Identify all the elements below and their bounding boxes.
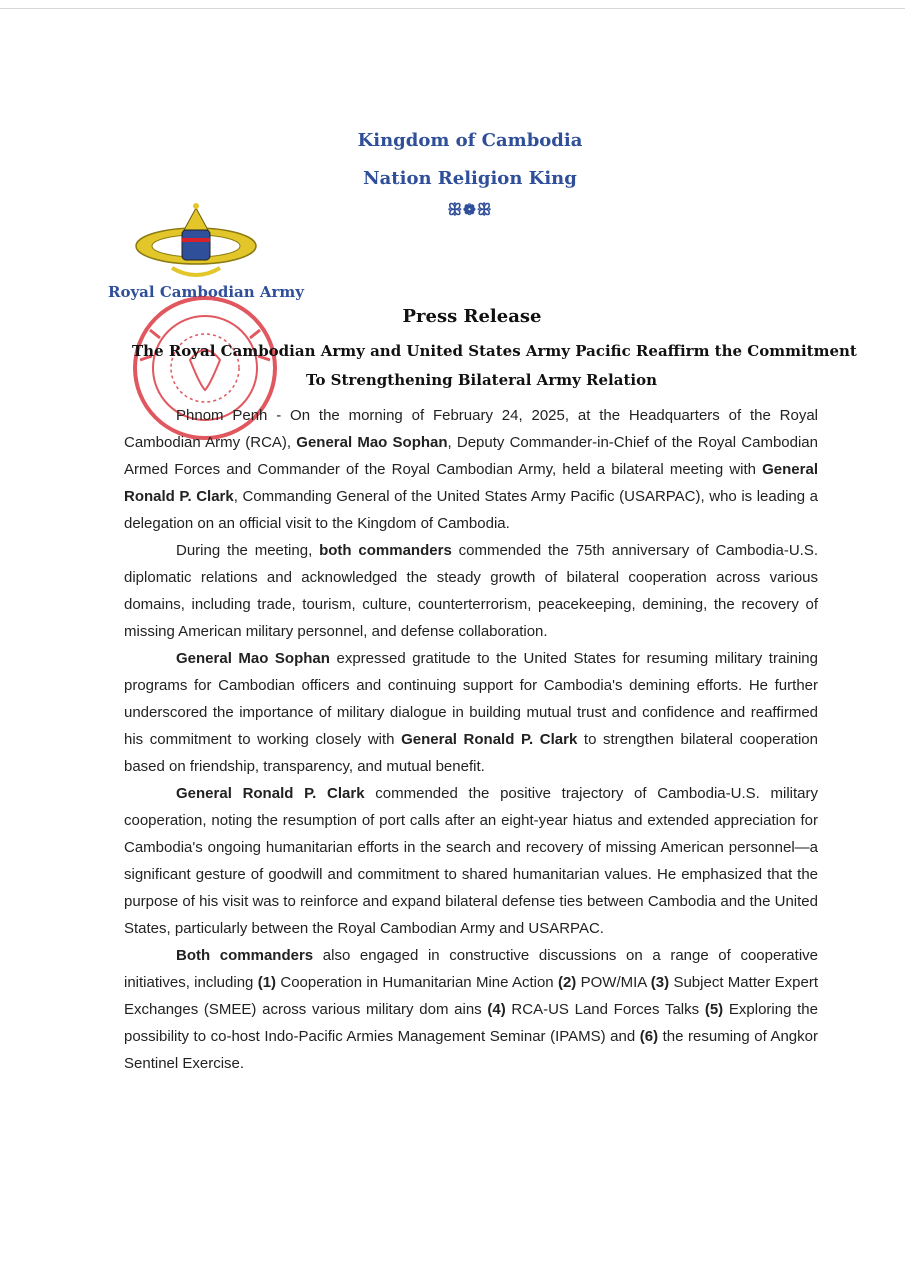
initiative-number-5: (5) — [704, 1001, 724, 1018]
p4-name-1: General Ronald P. Clark — [176, 785, 365, 802]
initiative-text-4: RCA-US Land Forces Talks — [505, 1001, 705, 1018]
p3-text-a: expressed gratitude to the United States for resuming military training programs for Cambodian officers and continuing support for Cambodia's demining efforts. He further underscored the importance of military dialogue in building mutual trust and confidence and reaffirmed his commitment to working closely with — [124, 650, 818, 748]
p5-bold-1: Both commanders — [176, 947, 314, 964]
paragraph-2 — [124, 537, 818, 645]
organization-name: Royal Cambodian Army — [108, 283, 305, 301]
headline-line-1: The Royal Cambodian Army and United States Army Pacific Reaffirm the Commitment — [132, 342, 857, 360]
initiative-number-4: (4) — [487, 1001, 506, 1018]
p3-name-1: General Mao Sophan — [176, 650, 330, 667]
p2-text-a: During the meeting, — [176, 542, 320, 559]
p2-bold-1: both commanders — [319, 542, 452, 559]
paragraph-5 — [124, 942, 818, 1077]
initiative-number-3: (3) — [650, 974, 670, 991]
document-title: Press Release — [402, 306, 542, 327]
paragraph-4 — [124, 780, 818, 942]
initiative-number-6: (6) — [639, 1028, 659, 1045]
initiative-number-2: (2) — [557, 974, 577, 991]
paragraph-1 — [124, 402, 818, 537]
paragraph-3 — [124, 645, 818, 780]
motto-heading: Nation Religion King — [363, 168, 577, 189]
p5-text-a: also engaged in constructive discussions on a range of cooperative initiatives, including — [124, 947, 818, 991]
kingdom-heading: Kingdom of Cambodia — [357, 130, 583, 151]
initiative-number-1: (1) — [257, 974, 277, 991]
p4-text-a: commended the positive trajectory of Cambodia-U.S. military cooperation, noting the resumption of port calls after an eight-year hiatus and extended appreciation for Cambodia's ongoing humanitarian efforts in the search and recovery of missing American personnel—a significant gesture of goodwill and commitment to shared humanitarian values. He emphasized that the purpose of his visit was to reinforce and expand bilateral defense ties between Cambodia and the United States, particularly between the Royal Cambodian Army and USARPAC. — [124, 785, 818, 937]
p1-name-2: General Ronald P. Clark — [124, 461, 818, 505]
page-top-border — [0, 8, 905, 9]
initiative-text-3: Subject Matter Expert Exchanges (SMEE) across various military dom ains — [124, 974, 818, 1018]
initiative-text-1: Cooperation in Humanitarian Mine Action — [276, 974, 558, 991]
p3-name-2: General Ronald P. Clark — [401, 731, 578, 748]
initiative-text-6: the resuming of Angkor Sentinel Exercise. — [124, 1028, 818, 1072]
p3-text-c: to strengthen bilateral cooperation based on friendship, transparency, and mutual benefit. — [124, 731, 818, 775]
press-release-body — [124, 402, 818, 1077]
ornament-divider: ꕥ❁ꕥ — [447, 200, 493, 219]
p1-text-c: , Deputy Commander-in-Chief of the Royal Cambodian Armed Forces and Commander of the Royal Cambodian Army, held a bilateral meeting with — [124, 434, 818, 478]
headline-line-2: To Strengthening Bilateral Army Relation — [306, 371, 657, 389]
p1-text-d: , Commanding General of the United States Army Pacific (USARPAC), who is leading a delegation on an official visit to the Kingdom of Cambodia. — [124, 488, 818, 532]
initiative-text-2: POW/MIA — [576, 974, 651, 991]
p1-text-a: Phnom Penh - On the morning of February 24, 2025, at the Headquarters of the Royal Cambodian Army (RCA), — [124, 407, 818, 451]
p1-name-1: General Mao Sophan — [296, 434, 448, 451]
initiative-text-5: Exploring the possibility to co-host Indo-Pacific Armies Management Seminar (IPAMS) and — [124, 1001, 818, 1045]
army-emblem-icon — [132, 200, 260, 282]
p2-text-c: commended the 75th anniversary of Cambodia-U.S. diplomatic relations and acknowledged the steady growth of bilateral cooperation across various domains, including trade, tourism, culture, counterterrorism, peacekeeping, demining, the recovery of missing American military personnel, and defense collaboration. — [124, 542, 818, 640]
